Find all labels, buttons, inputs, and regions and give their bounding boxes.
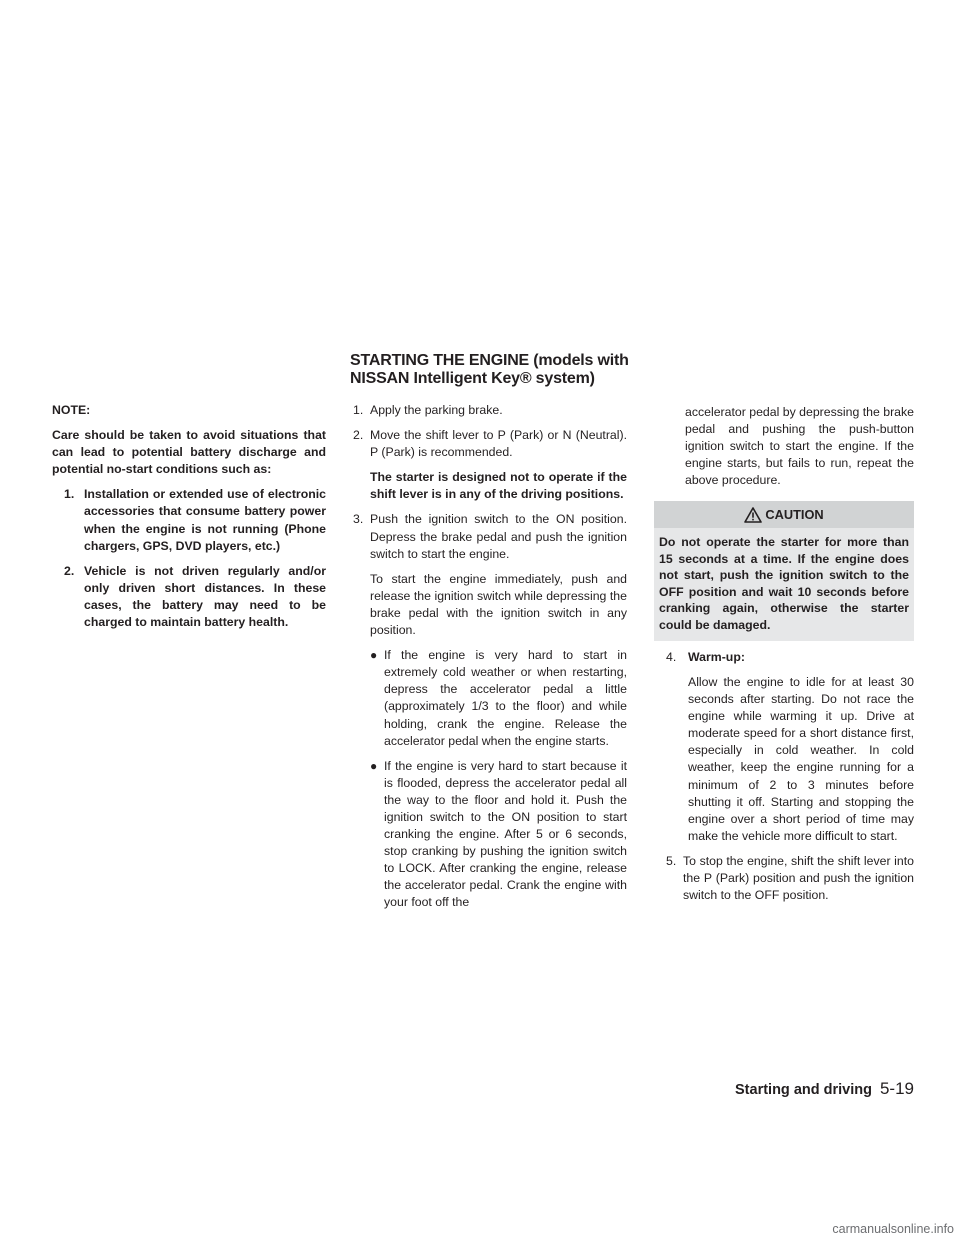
step-number: 2. (353, 428, 364, 443)
step-3 (353, 511, 627, 562)
note-item (64, 486, 326, 554)
section-title-line1: STARTING THE ENGINE (models with (350, 352, 629, 369)
bullet-text: If the engine is very hard to start because it is flooded, depress the accelerator pedal all the way to the floor and hold it. Push the ignition switch to the ON position to start cranking the engine. After 5 or 6 seconds, stop cranking by pushing the ignition switch to LOCK. After cranking the engine, release the accelerator pedal. Crank the engine with your foot off the (384, 758, 627, 910)
step-1 (353, 402, 627, 419)
column-middle (353, 402, 627, 920)
step-number: 5. (666, 853, 677, 868)
note-item-text: Vehicle is not driven regularly and/or only driven short distances. In these cases, the battery may need to be charged to maintain battery health. (84, 563, 326, 630)
page-footer (735, 1079, 914, 1099)
note-item-number: 1. (64, 487, 75, 502)
footer-section-label: Starting and driving (735, 1082, 872, 1098)
note-item (64, 563, 326, 631)
step-text: Push the ignition switch to the ON position. Depress the brake pedal and push the ignition switch to start the engine. (370, 512, 627, 561)
section-title (350, 352, 650, 388)
step-5 (666, 853, 914, 904)
step-text: Move the shift lever to P (Park) or N (Neutral). P (Park) is recommended. (370, 428, 627, 460)
caution-text: Do not operate the starter for more than 15 seconds at a time. If the engine does not start, push the ignition switch to the OFF position and wait 10 seconds before cranking again, otherwise the starter could be damaged. (654, 528, 914, 640)
step-title: Warm-up: (688, 649, 745, 664)
step-4 (666, 649, 914, 666)
step-2 (353, 427, 627, 461)
caution-heading: CAUTION (765, 507, 824, 523)
step-number: 4. (666, 649, 677, 664)
caution-header (654, 501, 914, 528)
bullet-item (370, 647, 627, 750)
bullet-continuation: accelerator pedal by depressing the brake pedal and pushing the push-button ignition switch to start the engine. If the engine starts, but fails to run, repeat the above procedure. (685, 405, 914, 488)
column-right (654, 404, 914, 912)
column-left (52, 402, 326, 639)
section-title-line2: NISSAN Intelligent Key® system) (350, 370, 595, 387)
step-text: Apply the parking brake. (370, 403, 503, 417)
step-number: 3. (353, 512, 364, 527)
step-number: 1. (353, 403, 364, 417)
step-text: To stop the engine, shift the shift lever into the P (Park) position and push the ignition switch to the OFF position. (683, 853, 914, 903)
note-item-number: 2. (64, 563, 75, 578)
bullet-icon: ● (370, 758, 378, 773)
step-2-note: The starter is designed not to operate if the shift lever is in any of the driving positions. (370, 470, 627, 502)
step-3-paragraph: To start the engine immediately, push and release the ignition switch while depressing the brake pedal with the ignition switch in any position. (370, 571, 627, 638)
note-item-text: Installation or extended use of electronic accessories that consume battery power when the engine is not running (Phone chargers, GPS, DVD players, etc.) (84, 487, 326, 553)
note-intro: Care should be taken to avoid situations that can lead to potential battery discharge and potential no-start conditions such as: (52, 428, 326, 477)
bullet-item (370, 758, 627, 912)
note-heading: NOTE: (52, 403, 91, 417)
page-number: 5-19 (879, 1079, 914, 1098)
step-4-text: Allow the engine to idle for at least 30 seconds after starting. Do not race the engine while warming it up. Drive at moderate speed for a short distance first, especially in cold weather. In cold weather, keep the engine running for a minimum of 2 to 3 minutes before shutting it off. Starting and stopping the engine over a short period of time may make the vehicle more difficult to start. (688, 675, 914, 843)
warning-icon (744, 507, 762, 523)
watermark: carmanualsonline.info (832, 1222, 954, 1236)
bullet-text: If the engine is very hard to start in extremely cold weather or when restarting, depress the accelerator pedal a little (approximately 1/3 to the floor) and while holding, crank the engine. Release the accelerator pedal when the engine starts. (384, 648, 627, 748)
bullet-icon: ● (370, 648, 378, 663)
